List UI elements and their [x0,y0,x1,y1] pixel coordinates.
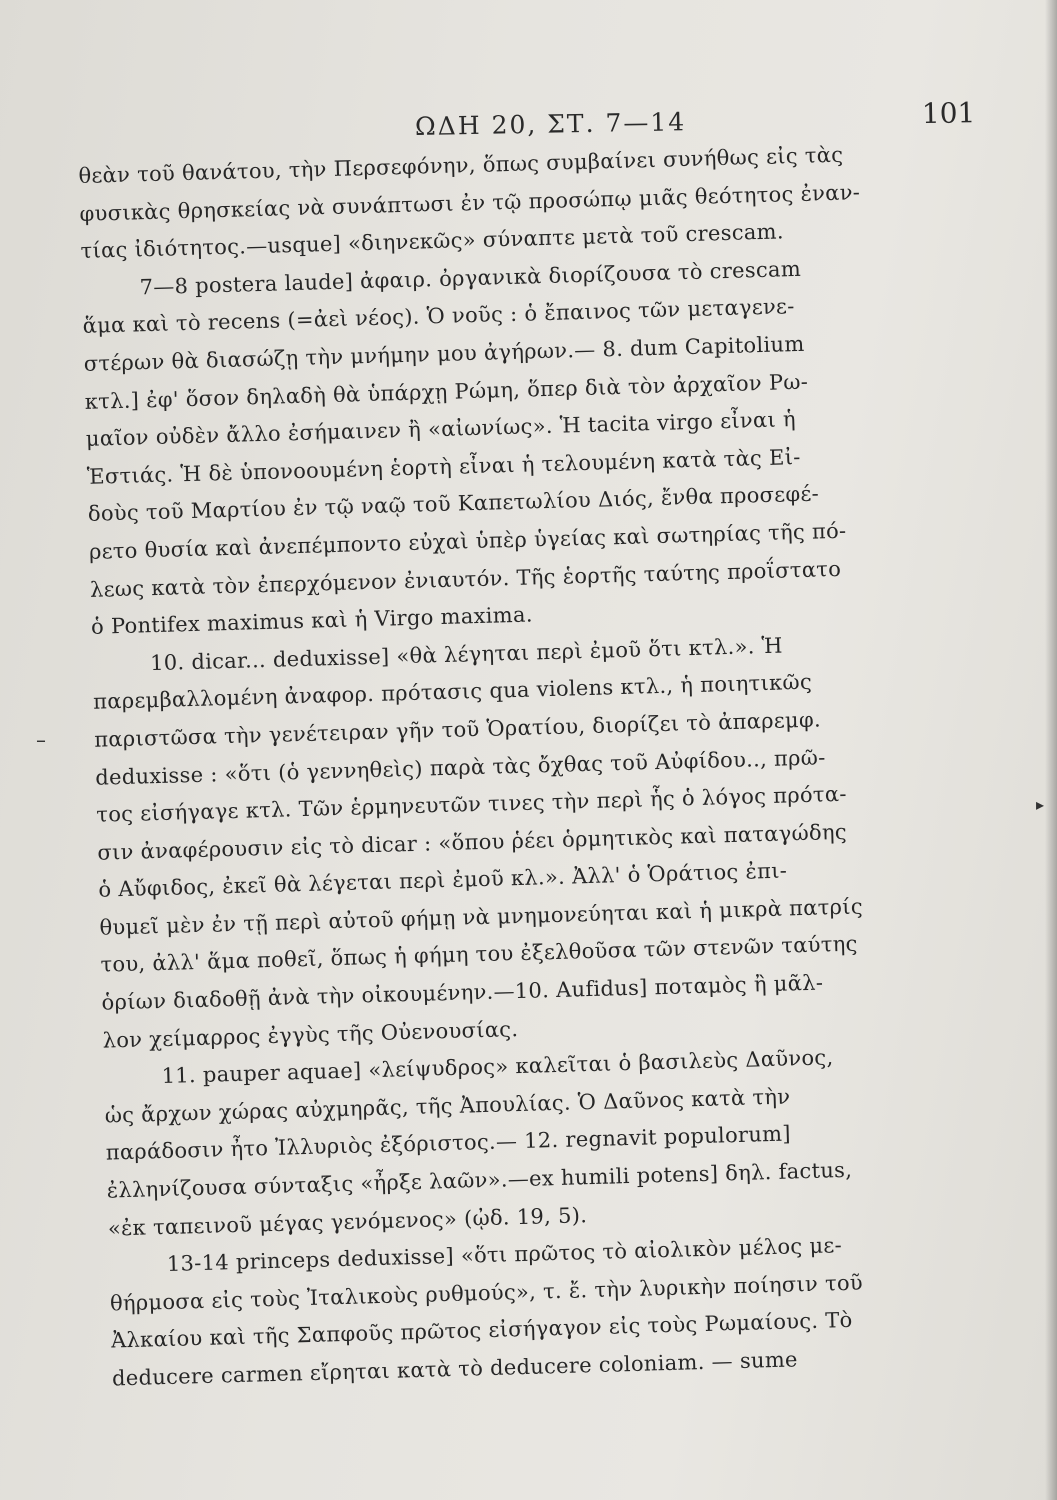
text-line: ρετο θυσία καὶ ἀνεπέμποντο εὐχαὶ ὑπὲρ ὑγείας καὶ σωτηρίας τῆς πό- [88,518,847,564]
text-line: θήρμοσα εἰς τοὺς Ἰταλικοὺς ρυθμούς», τ. ἔ. τὴν λυρικὴν ποίησιν τοῦ [109,1270,864,1316]
text-line: ὡς ἄρχων χώρας αὐχμηρᾶς, τῆς Ἀπουλίας. Ὁ Δαῦνος κατὰ τὴν [104,1084,791,1128]
commentary-text [78,133,1012,1398]
text-line: ὁ Pontifex maximus καὶ ἡ Virgo maxima. [90,602,534,639]
text-line: σιν ἀναφέρουσιν εἰς τὸ dicar : «ὅπου ῥέει ὁρμητικὸς καὶ παταγώδης [97,819,848,865]
text-line: λον χείμαρρος ἐγγὺς τῆς Οὐενουσίας. [102,1016,519,1053]
text-line: ἅμα καὶ τὸ recens (=ἀεὶ νέος). Ὁ νοῦς : ὁ ἔπαινος τῶν μεταγενε- [82,294,795,339]
page-number: 101 [921,96,976,131]
text-line: παράδοσιν ἦτο Ἰλλυριὸς ἐξόριστος.— 12. regnavit populorum] [105,1121,792,1166]
text-line: τος εἰσήγαγε κτλ. Τῶν ἑρμηνευτῶν τινες τὴν περὶ ἧς ὁ λόγος πρότα- [96,781,847,827]
text-line: του, ἀλλ' ἅμα ποθεῖ, ὅπως ἡ φήμη του ἐξελθοῦσα τῶν στενῶν ταύτης [100,932,858,978]
text-line: deducere carmen εἴρηται κατὰ τὸ deducere coloniam. — sume [111,1347,799,1391]
text-line: 11. pauper aquae] «λείψυδρος» καλεῖται ὁ βασιλεὺς Δαῦνος, [161,1045,834,1089]
text-line: 7—8 postera laude] ἀφαιρ. ὀργανικὰ διορίζουσα τὸ crescam [139,256,802,300]
text-line: δοὺς τοῦ Μαρτίου ἐν τῷ ναῷ τοῦ Καπετωλίου Διός, ἔνθα προσεφέ- [87,481,820,527]
text-line: παρεμβαλλομένη ἀναφορ. πρότασις qua violens κτλ., ἡ ποιητικῶς [92,670,813,715]
text-line: κτλ.] ἐφ' ὅσον δηλαδὴ θὰ ὑπάρχῃ Ρώμη, ὅπερ διὰ τὸν ἀρχαῖον Ρω- [84,369,809,414]
text-line: «ἐκ ταπεινοῦ μέγας γενόμενος» (ᾠδ. 19, 5). [107,1202,588,1241]
margin-dash-mark: – [36,728,46,752]
text-line: θεὰν τοῦ θανάτου, τὴν Περσεφόνην, ὅπως συμβαίνει συνήθως εἰς τὰς [78,142,844,188]
text-line: ὁ Αὔφιδος, ἐκεῖ θὰ λέγεται περὶ ἐμοῦ κλ.». Ἀλλ' ὁ Ὁράτιος ἐπι- [98,858,788,902]
text-line: στέρων θὰ διασώζῃ τὴν μνήμην μου ἀγήρων.— 8. dum Capitolium [83,331,805,376]
margin-tick-mark: ▸ [1036,795,1045,814]
text-line: deduxisse : «ὅτι (ὁ γεννηθεὶς) παρὰ τὰς ὄχθας τοῦ Αὐφίδου.., πρῶ- [94,744,826,790]
text-line: 10. dicar... deduxisse] «θὰ λέγηται περὶ ἐμοῦ ὅτι κτλ.». Ἡ [149,633,784,675]
text-line: φυσικὰς θρησκείας νὰ συνάπτωσι ἐν τῷ προσώπῳ μιᾶς θεότητος ἐναν- [79,179,861,226]
page-edge-shadow [1045,0,1057,1500]
text-line: λεως κατὰ τὸν ἐπερχόμενον ἐνιαυτόν. Τῆς ἑορτῆς ταύτης προΐστατο [89,556,842,602]
running-head: ΩΔΗ 20, ΣΤ. 7—14 [414,107,687,141]
text-line: παριστῶσα τὴν γενέτειραν γῆν τοῦ Ὁρατίου, διορίζει τὸ ἀπαρεμφ. [93,707,822,752]
text-line: ἐλληνίζουσα σύνταξις «ἦρξε λαῶν».—ex humili potens] δηλ. factus, [106,1157,853,1203]
text-line: Ἑστιάς. Ἡ δὲ ὑπονοουμένη ἑορτὴ εἶναι ἡ τελουμένη κατὰ τὰς Εἰ- [86,444,801,489]
text-line: ὁρίων διαδοθῇ ἀνὰ τὴν οἰκουμένην.—10. Aufidus] ποταμὸς ἢ μᾶλ- [101,970,824,1015]
text-line: θυμεῖ μὲν ἐν τῇ περὶ αὐτοῦ φήμῃ νὰ μνημονεύηται καὶ ἡ μικρὰ πατρίς [99,894,864,940]
text-line: τίας ἰδιότητος.—usque] «διηνεκῶς» σύναπτε μετὰ τοῦ crescam. [80,219,785,264]
text-line: 13-14 princeps deduxisse] «ὅτι πρῶτος τὸ αἰολικὸν μέλος με- [166,1233,843,1277]
text-line: Ἀλκαίου καὶ τῆς Σαπφοῦς πρῶτος εἰσήγαγον εἰς τοὺς Ρωμαίους. Τὸ [110,1308,853,1353]
text-line: μαῖον οὐδὲν ἄλλο ἐσήμαινεν ἢ «αἰωνίως». Ἡ tacita virgo εἶναι ἡ [85,407,797,452]
